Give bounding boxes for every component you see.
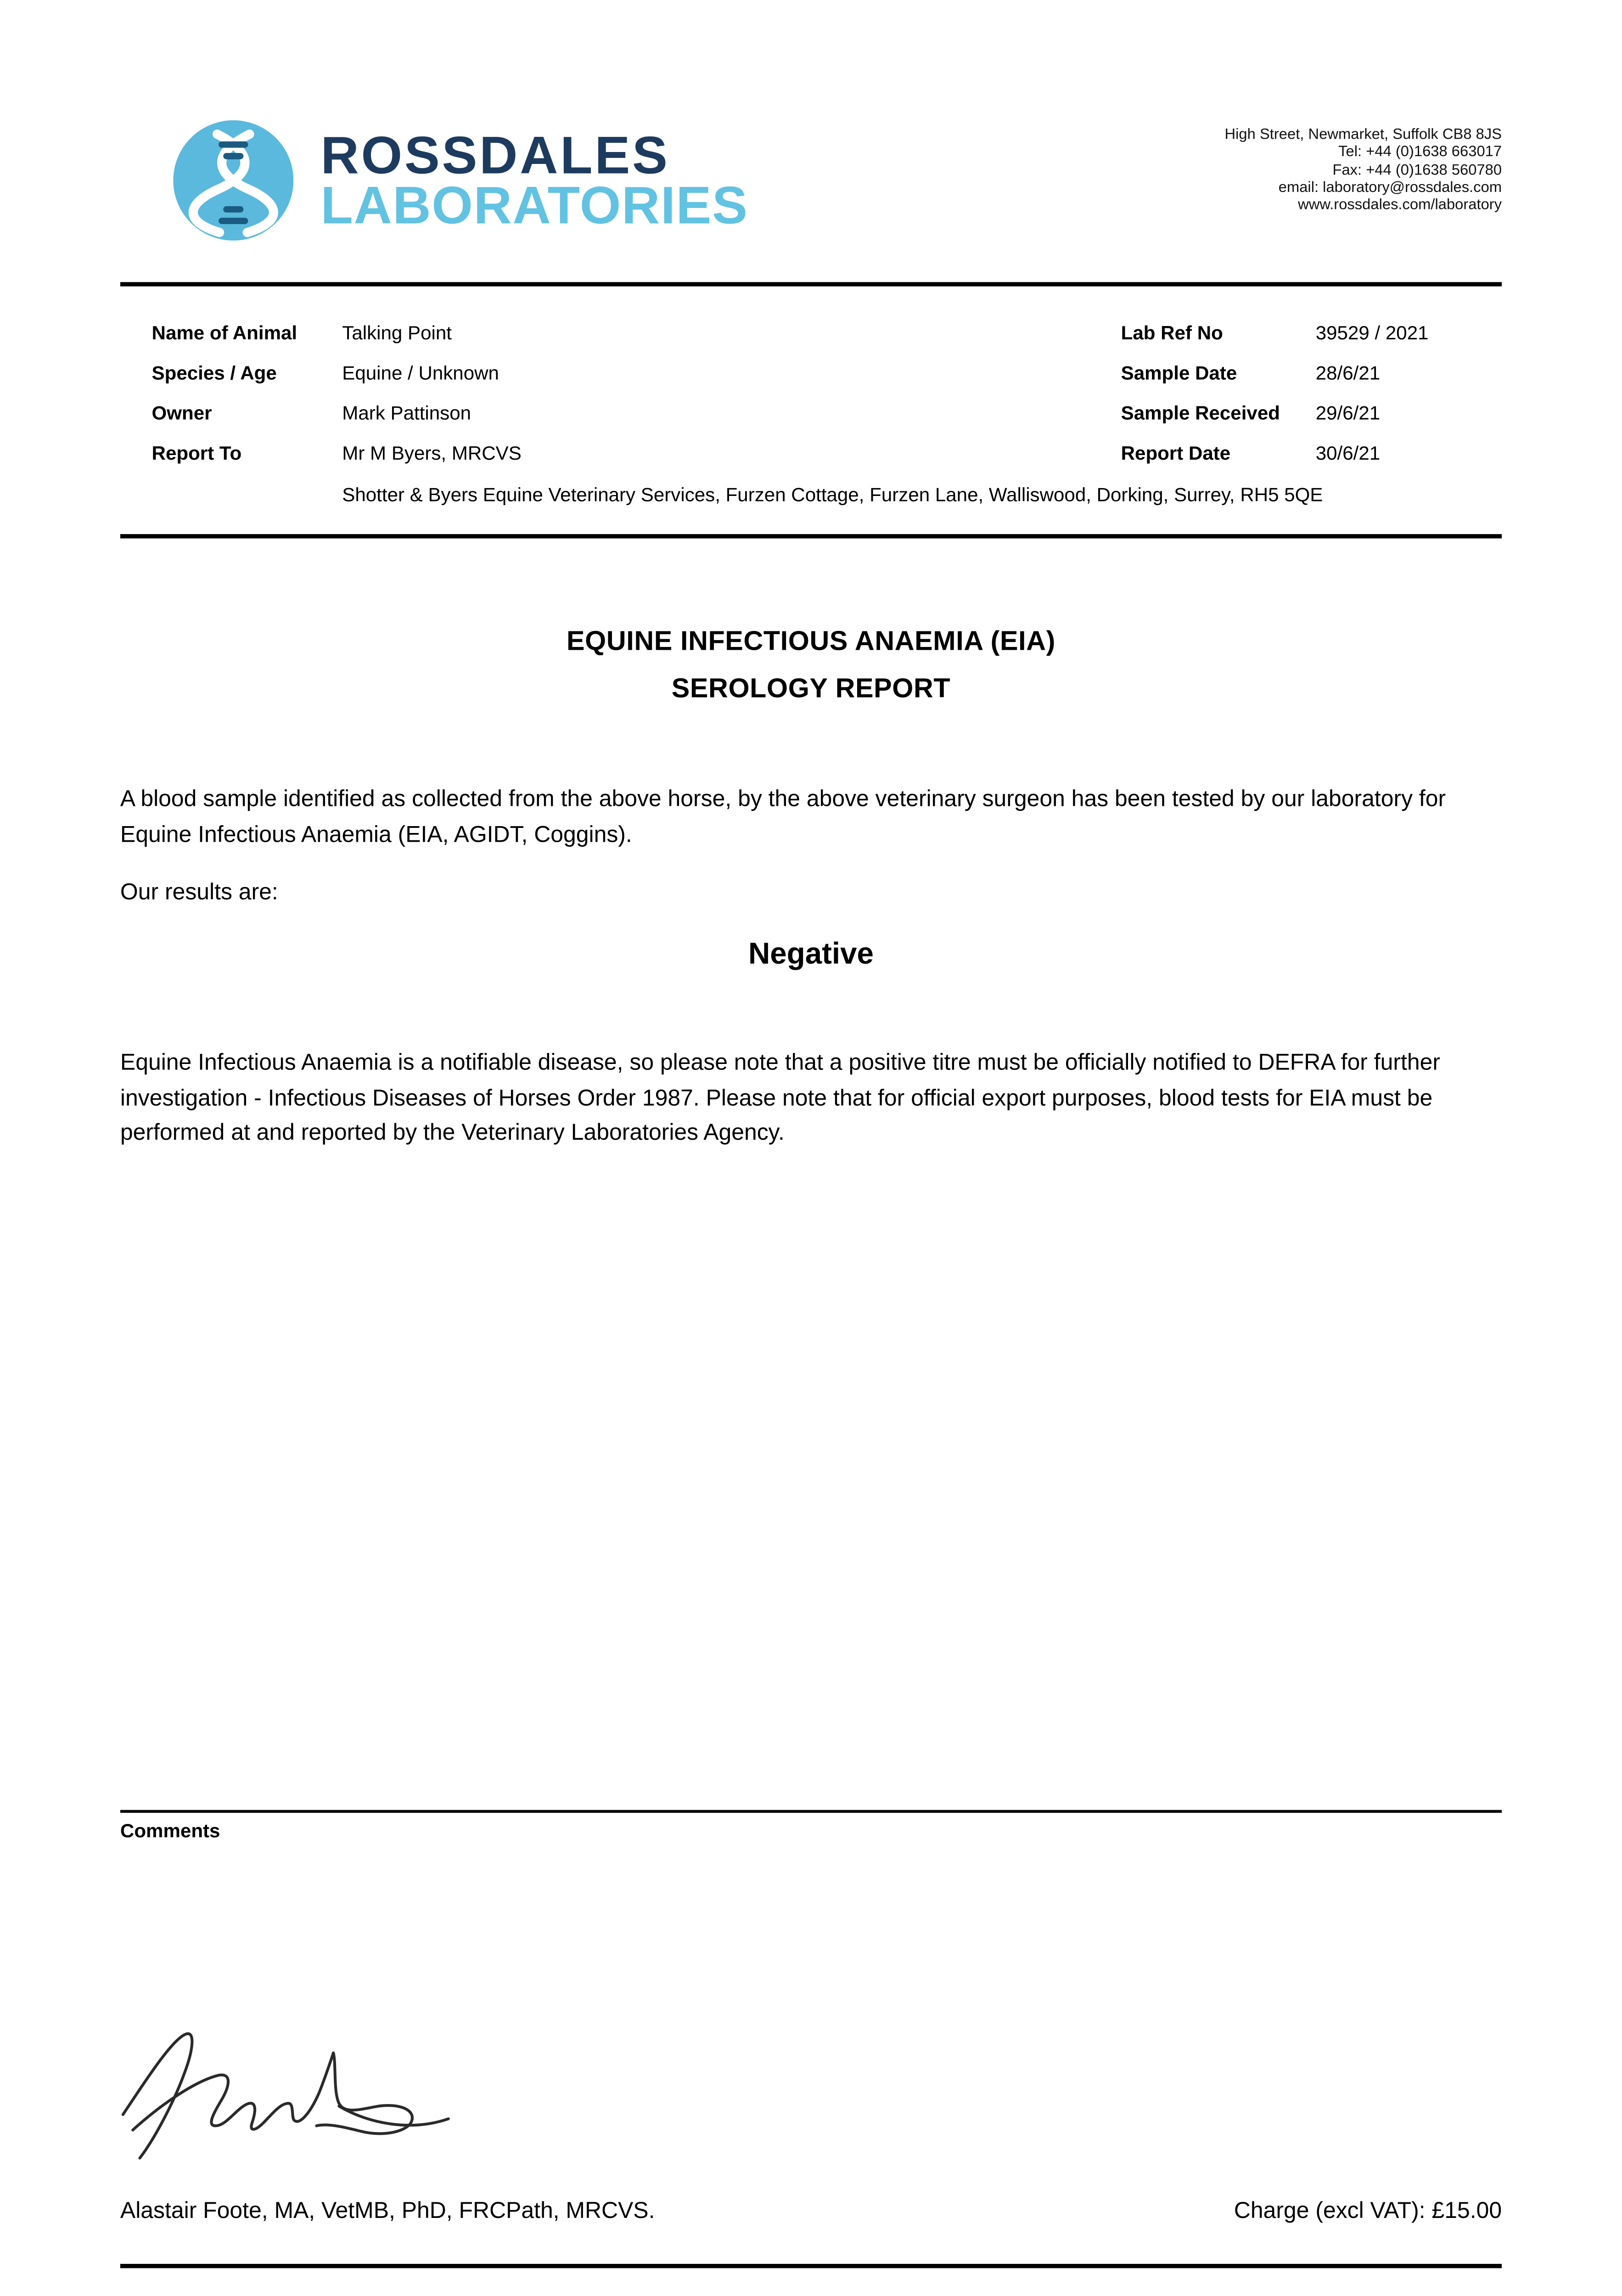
- report-to-address: Shotter & Byers Equine Veterinary Services, Furzen Cottage, Furzen Lane, Walliswood, Dorking, Surrey, RH5 5QE: [342, 484, 1323, 506]
- field-value-name-of-animal: Talking Point: [342, 322, 452, 344]
- contact-email: email: laboratory@rossdales.com: [1278, 179, 1502, 196]
- result-value: Negative: [748, 938, 874, 971]
- contact-fax: Fax: +44 (0)1638 560780: [1332, 161, 1502, 179]
- footer-row: [120, 2200, 1502, 2225]
- logo-text-rossdales: ROSSDALES: [320, 126, 670, 185]
- report-title-line2: SEROLOGY REPORT: [671, 674, 951, 705]
- report-title: [0, 619, 1622, 713]
- field-label-name-of-animal: Name of Animal: [152, 322, 297, 344]
- info-row: [120, 402, 1502, 431]
- field-value-sample-date: 28/6/21: [1315, 362, 1381, 384]
- field-label-owner: Owner: [152, 402, 212, 424]
- info-row: [120, 322, 1502, 351]
- field-label-sample-received: Sample Received: [1121, 402, 1280, 424]
- charge-amount: Charge (excl VAT): £15.00: [1234, 2199, 1502, 2224]
- field-value-report-to: Mr M Byers, MRCVS: [342, 442, 522, 464]
- info-divider: [120, 534, 1502, 538]
- field-label-species-age: Species / Age: [152, 362, 277, 384]
- info-row: [120, 362, 1502, 391]
- contact-street-address: High Street, Newmarket, Suffolk CB8 8JS: [1224, 126, 1502, 143]
- signature-svg: [114, 2019, 465, 2174]
- field-label-sample-date: Sample Date: [1121, 362, 1237, 384]
- bottom-divider: [120, 2264, 1502, 2268]
- contact-details: [1225, 126, 1502, 214]
- logo-text: [320, 126, 748, 235]
- intro-paragraph: A blood sample identified as collected from the above horse, by the above veterinary surgeon has been tested by our laboratory for Equine Infectious Anaemia (EIA, AGIDT, Coggins).: [120, 788, 1446, 847]
- sample-info-section: [120, 322, 1502, 523]
- field-label-lab-ref-no: Lab Ref No: [1121, 322, 1223, 344]
- dna-helix-icon-svg: [173, 120, 293, 241]
- results-intro-text: Our results are:: [120, 880, 278, 905]
- logo-text-laboratories: LABORATORIES: [320, 176, 748, 235]
- field-value-species-age: Equine / Unknown: [342, 362, 499, 384]
- contact-website: www.rossdales.com/laboratory: [1298, 196, 1502, 214]
- field-value-report-date: 30/6/21: [1315, 442, 1381, 464]
- signatory-name: Alastair Foote, MA, VetMB, PhD, FRCPath, MRCVS.: [120, 2199, 655, 2224]
- comments-label: Comments: [120, 1820, 220, 1842]
- field-value-lab-ref-no: 39529 / 2021: [1315, 322, 1429, 344]
- field-label-report-date: Report Date: [1121, 442, 1231, 464]
- header-divider: [120, 282, 1502, 286]
- field-value-owner: Mark Pattinson: [342, 402, 471, 424]
- handwritten-signature: [114, 2019, 465, 2174]
- contact-tel: Tel: +44 (0)1638 663017: [1338, 143, 1502, 161]
- rossdales-logo: [173, 120, 748, 241]
- comments-divider: [120, 1810, 1502, 1812]
- info-row: [120, 443, 1502, 471]
- field-label-report-to: Report To: [152, 442, 242, 464]
- report-title-line1: EQUINE INFECTIOUS ANAEMIA (EIA): [567, 627, 1056, 658]
- notifiable-disease-paragraph: Equine Infectious Anaemia is a notifiable disease, so please note that a positive titre must be officially notified to DEFRA for further investigation - Infectious Diseases of Horses Order 1987. Please note that for official export purposes, blood tests for EIA must be performed at and reported by the Veterinary Laboratories Agency.: [120, 1051, 1441, 1146]
- field-value-sample-received: 29/6/21: [1315, 402, 1381, 424]
- dna-helix-icon: [173, 120, 293, 241]
